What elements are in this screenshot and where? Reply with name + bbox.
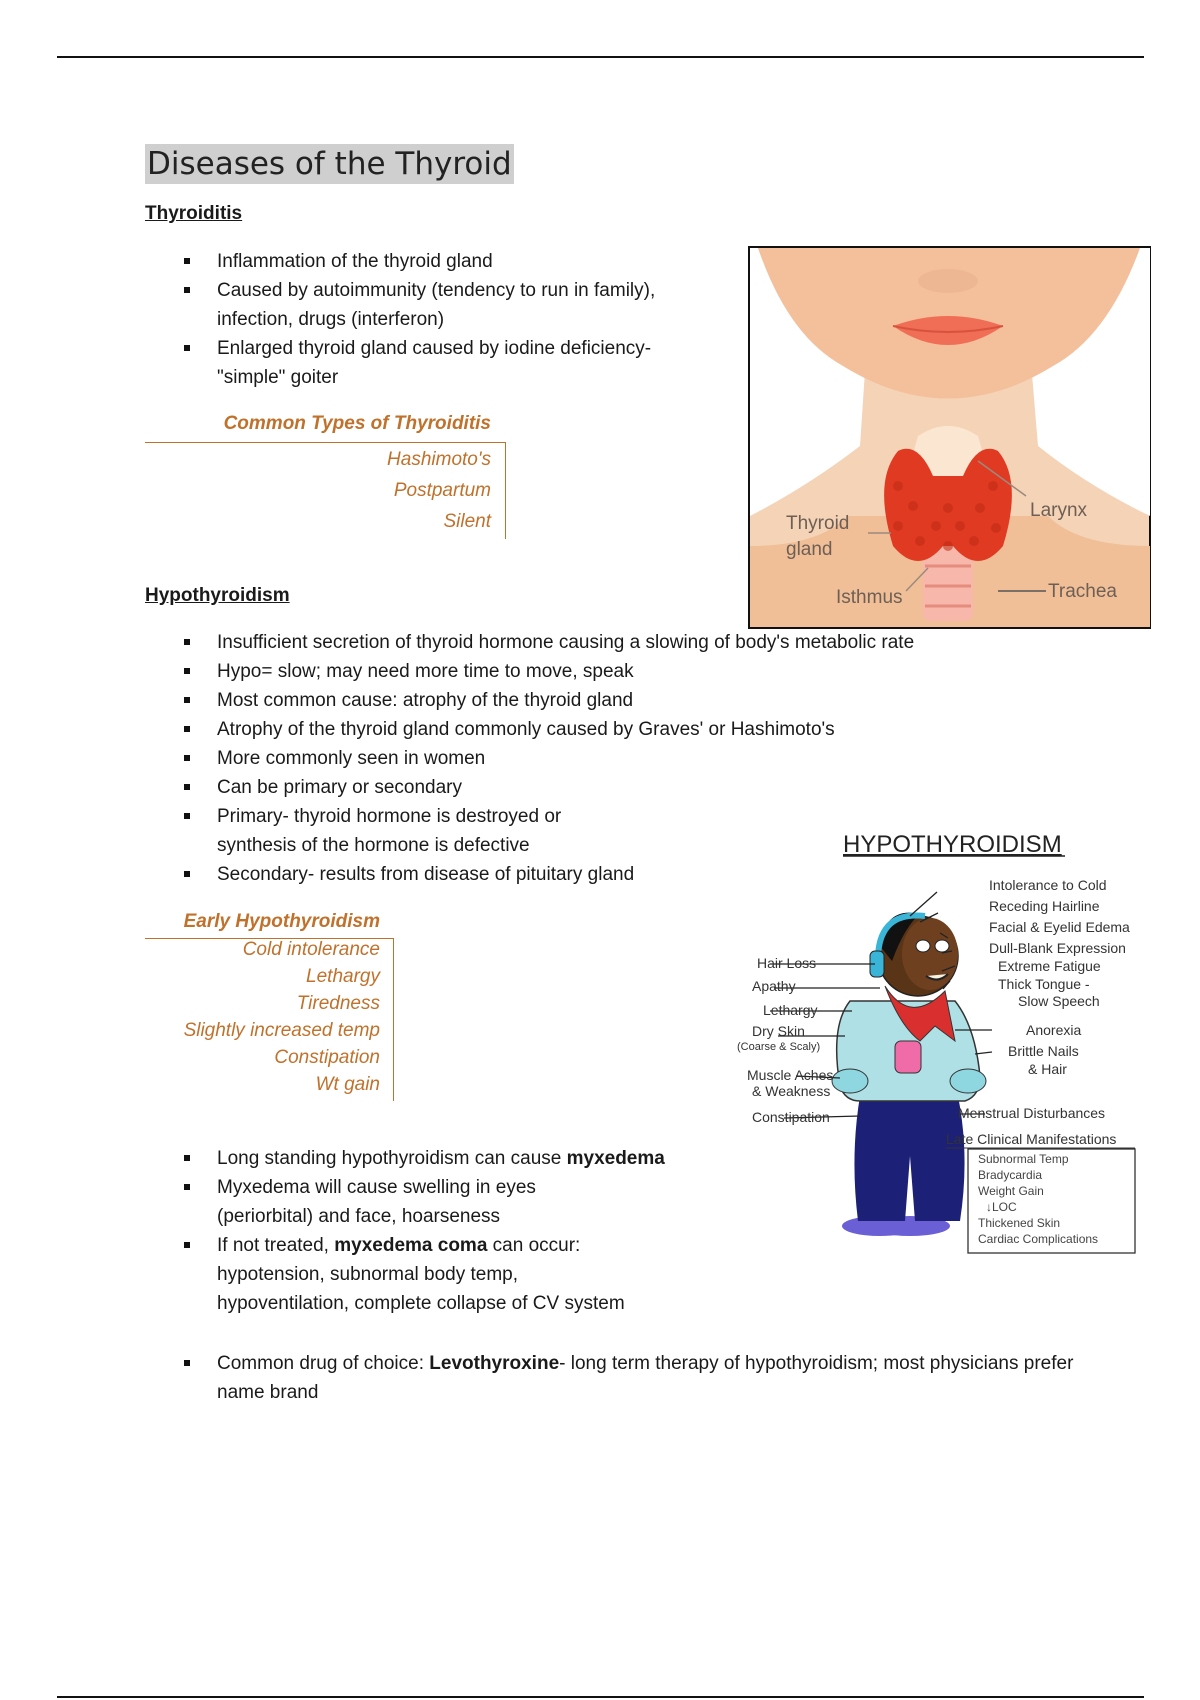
hypo-chart-title: HYPOTHYROIDISM [843,831,1062,858]
hypothyroidism-illustration [730,826,1155,1260]
list-item: Primary- thyroid hormone is destroyed or synthesis of the hormone is defective [145,802,637,860]
label-menstrual: Menstrual Disturbances [958,1105,1106,1121]
late-item: ↓LOC [986,1200,1017,1214]
list-item: Atrophy of the thyroid gland commonly caused by Graves' or Hashimoto's [145,715,1145,744]
late-item: Weight Gain [978,1184,1044,1198]
label-brittle-nails: Brittle Nails [1008,1043,1079,1059]
label-and-hair: & Hair [1028,1061,1067,1077]
early-hypothyroidism-table [145,908,380,936]
label-anorexia: Anorexia [1026,1022,1082,1038]
types-list [145,444,491,537]
label-extreme-fatigue: Extreme Fatigue [998,958,1101,974]
label-gland: gland [786,539,833,560]
late-item: Thickened Skin [978,1216,1061,1230]
label-weakness: & Weakness [752,1083,831,1099]
label-larynx: Larynx [1030,500,1088,521]
early-item: Wt gain [315,1074,380,1095]
list-item: Myxedema will cause swelling in eyes (periorbital) and face, hoarseness [145,1173,637,1231]
label-dry-skin: Dry Skin [752,1023,805,1039]
thyroid-anatomy-figure [748,246,1151,629]
thyroiditis-types-table [145,410,491,438]
early-item: Cold intolerance [242,939,380,960]
label-intolerance-cold: Intolerance to Cold [989,877,1107,893]
label-trachea: Trachea [1048,581,1117,602]
list-item: Common drug of choice: Levothyroxine- long term therapy of hypothyroidism; most physicians prefer name brand [145,1349,1105,1407]
type-item: Postpartum [393,480,491,501]
list-item: More commonly seen in women [145,744,1145,773]
label-coarse-scaly: (Coarse & Scaly) [737,1041,821,1053]
type-item: Silent [443,511,491,532]
label-apathy: Apathy [752,978,796,994]
list-item: Can be primary or secondary [145,773,1145,802]
list-item: Enlarged thyroid gland caused by iodine deficiency- "simple" goiter [145,334,715,392]
early-heading: Early Hypothyroidism [183,911,380,932]
early-item: Lethargy [306,966,380,987]
myxedema-list [145,1144,705,1318]
thyroiditis-list [145,247,715,392]
list-item: Caused by autoimmunity (tendency to run in family), infection, drugs (interferon) [145,276,715,334]
late-item: Subnormal Temp [978,1152,1069,1166]
page-title: Diseases of the Thyroid [147,146,512,182]
type-item: Hashimoto's [387,449,491,470]
list-item: Long standing hypothyroidism can cause myxedema [145,1144,705,1173]
label-muscle-aches: Muscle Aches [747,1067,834,1083]
hypothyroidism-heading: Hypothyroidism [145,585,290,606]
early-item: Constipation [274,1047,380,1068]
drug-list [145,1349,1105,1407]
late-item: Bradycardia [978,1168,1043,1182]
thyroiditis-heading: Thyroiditis [145,203,243,224]
label-constipation: Constipation [752,1109,830,1125]
label-dull-expression: Dull-Blank Expression [989,940,1126,956]
types-heading: Common Types of Thyroiditis [223,413,491,434]
label-thyroid: Thyroid [786,513,850,534]
bottom-rule [57,1696,1144,1698]
label-lethargy: Lethargy [763,1002,818,1018]
label-facial-edema: Facial & Eyelid Edema [989,919,1130,935]
list-item: Most common cause: atrophy of the thyroid gland [145,686,1145,715]
label-isthmus: Isthmus [836,587,903,608]
list-item: Secondary- results from disease of pituitary gland [145,860,1145,889]
label-slow-speech: Slow Speech [1018,993,1100,1009]
late-item: Cardiac Complications [978,1232,1099,1246]
label-thick-tongue: Thick Tongue - [998,976,1090,992]
list-item: If not treated, myxedema coma can occur: hypotension, subnormal body temp, hypoventilation, complete collapse of CV system [145,1231,637,1318]
label-hair-loss: Hair Loss [757,955,817,971]
list-item: Hypo= slow; may need more time to move, speak [145,657,1145,686]
label-receding-hairline: Receding Hairline [989,898,1100,914]
list-item: Inflammation of the thyroid gland [145,247,715,276]
late-heading: Late Clinical Manifestations [946,1131,1117,1147]
top-rule [57,56,1144,58]
early-item: Tiredness [296,993,380,1014]
early-list [145,936,380,1098]
list-item: Insufficient secretion of thyroid hormone causing a slowing of body's metabolic rate [145,628,1145,657]
early-item: Slightly increased temp [183,1020,380,1041]
